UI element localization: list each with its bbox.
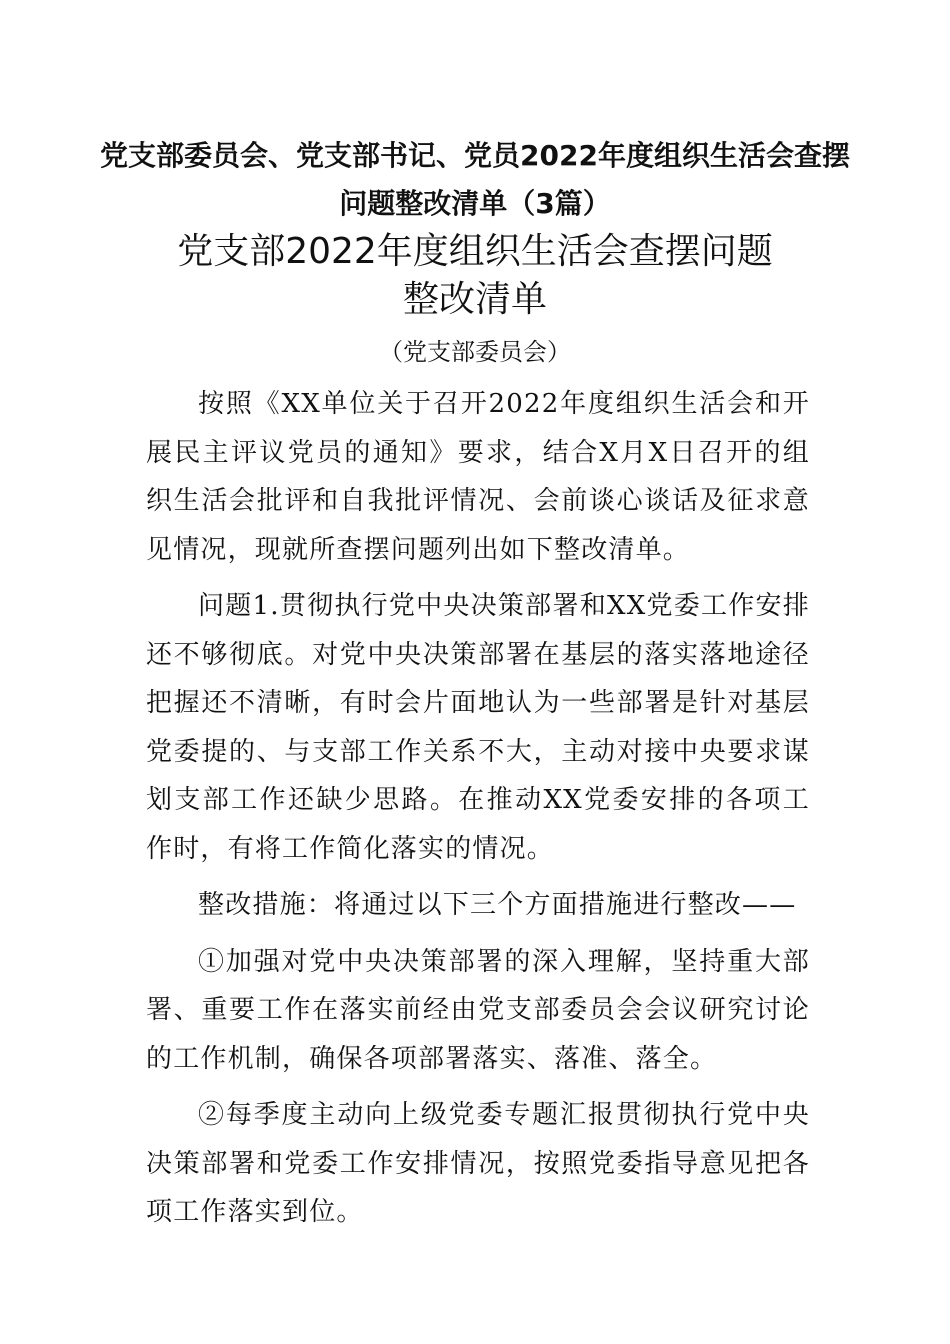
paragraph-measure-1: ①加强对党中央决策部署的深入理解，坚持重大部署、重要工作在落实前经由党支部委员会会议研究讨论的工作机制，确保各项部署落实、落准、落全。 xyxy=(146,946,810,1074)
paragraph-measure-2: ②每季度主动向上级党委专题汇报贯彻执行党中央决策部署和党委工作安排情况，按照党委指导意见把各项工作落实到位。 xyxy=(146,1100,810,1227)
paragraph-problem-1: 问题1.贯彻执行党中央决策部署和XX党委工作安排还不够彻底。对党中央决策部署在基层的落实落地途径把握还不清晰，有时会片面地认为一些部署是针对基层党委提的、与支部工作关系不大，主动对接中央要求谋划支部工作还缺少思路。在推动XX党委安排的各项工作时，有将工作简化落实的情况。 xyxy=(146,591,810,864)
section-heading-line-1: 党支部2022年度组织生活会查摆问题 xyxy=(177,231,773,272)
section-heading-line-2: 整改清单 xyxy=(402,279,547,320)
paragraph-intro: 按照《XX单位关于召开2022年度组织生活会和开展民主评议党员的通知》要求，结合X月X日召开的组织生活会批评和自我批评情况、会前谈心谈话及征求意见情况，现就所查摆问题列出如下整改清单。 xyxy=(146,389,810,565)
paragraph-measures-intro: 整改措施：将通过以下三个方面措施进行整改—— xyxy=(198,890,797,920)
document-title-text: 党支部委员会、党支部书记、党员2022年度组织生活会查摆问题整改清单（3篇） xyxy=(100,139,850,220)
body-text xyxy=(146,380,810,1237)
section-subtitle: （党支部委员会） xyxy=(379,338,571,366)
section-heading xyxy=(80,228,870,324)
document-title xyxy=(100,132,850,228)
